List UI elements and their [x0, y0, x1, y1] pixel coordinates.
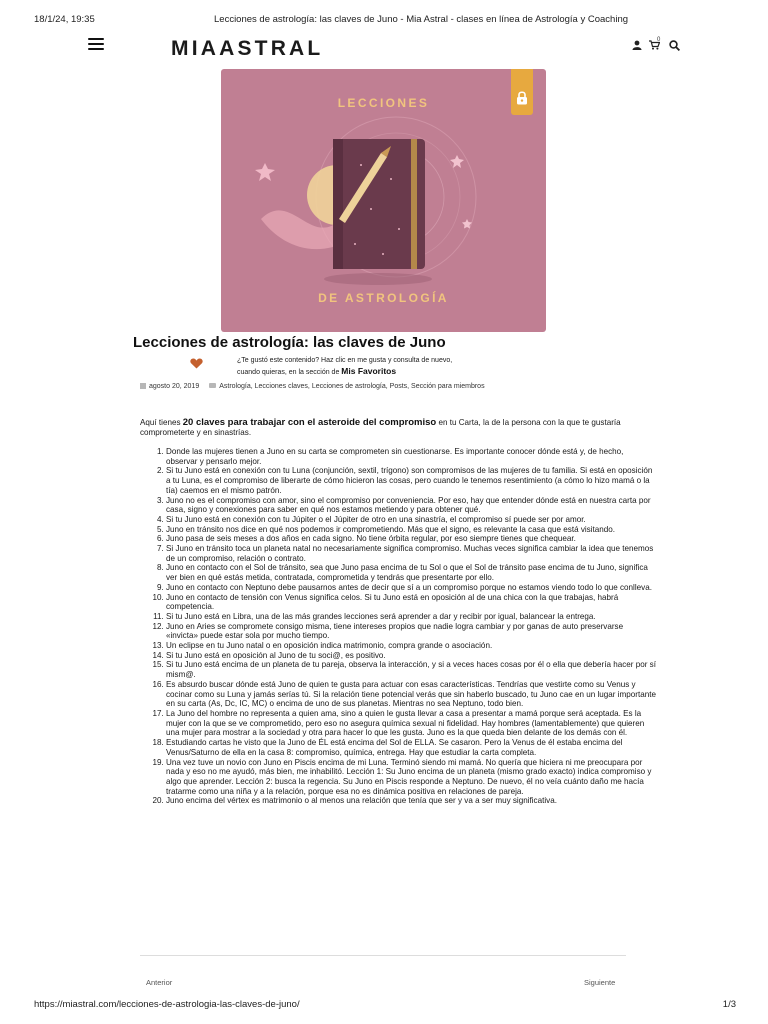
- site-logo[interactable]: MIAASTRAL: [171, 37, 324, 60]
- article-title: Lecciones de astrología: las claves de Juno: [133, 334, 446, 351]
- lock-icon: [516, 90, 528, 105]
- list-item: 8. Juno en contacto con el Sol de tránsito, sea que Juno pasa encima de tu Sol o que el Sol de tránsito pase encima de tu Juno, significa ver bien en qué estás metida, contratada, comprometida y tendrás que presentarte por ello.: [166, 563, 656, 582]
- list-item: 2. Si tu Juno está en conexión con tu Luna (conjunción, sextil, trígono) son compromisos de las mujeres de tu familia. Si está en oposición a tu Luna, es el compromiso de liberarte de cómo hicieron las cosas, pero cuando le tenemos resentimiento (a cómo lo hizo mamá o la tía) caemos en el mismo patrón.: [166, 466, 656, 495]
- post-date: agosto 20, 2019: [149, 383, 200, 390]
- print-header: [0, 14, 768, 28]
- calendar-icon: [140, 383, 146, 389]
- hero-bottom-text: DE ASTROLOGÍA: [318, 291, 449, 305]
- post-categories[interactable]: Astrología, Lecciones claves, Lecciones de astrología, Posts, Sección para miembros: [219, 383, 485, 390]
- post-meta: [140, 383, 485, 390]
- next-post-link[interactable]: Siguiente: [584, 978, 616, 987]
- list-item: 15. Si tu Juno está encima de un planeta de tu pareja, observa la interacción, y si a veces haces cosas por él o ella que debería hacer por sí mism@.: [166, 660, 656, 679]
- print-url: https://miastral.com/lecciones-de-astrologia-las-claves-de-juno/: [34, 999, 300, 1010]
- list-item: 13. Un eclipse en tu Juno natal o en oposición indica matrimonio, compra grande o asociación.: [166, 641, 656, 651]
- print-page-number: 1/3: [722, 999, 736, 1010]
- cart-count: 0: [657, 37, 661, 43]
- tag-icon: [209, 383, 216, 388]
- list-item: 7. Si Juno en tránsito toca un planeta natal no necesariamente significa compromiso. Muchas veces significa cambiar la idea que tenemos de un compromiso, relación o contrato.: [166, 544, 656, 563]
- list-item: 16. Es absurdo buscar dónde está Juno de quien te gusta para actuar con esas características. Tendrías que vestirte como su Venus y cocinar como su Luna y jamás serías tú. Si la relación tiene potencial verás que sin haberlo buscado, tu Juno cae en un lugar importante en su carta (As, Dc, IC, MC) o encima de uno de sus planetas. Mientras no sea Neptuno, todo bien.: [166, 680, 656, 709]
- hero-top-text: LECCIONES: [337, 96, 430, 110]
- list-item: 11. Si tu Juno está en Libra, una de las más grandes lecciones será aprender a dar y recibir por igual, balancear la entrega.: [166, 612, 656, 622]
- favorite-line-2: [237, 366, 452, 378]
- members-ribbon: [511, 69, 533, 115]
- article-intro: [140, 418, 630, 438]
- heart-icon[interactable]: [190, 358, 203, 369]
- print-timestamp: 18/1/24, 19:35: [34, 14, 95, 25]
- intro-bold: 20 claves para trabajar con el asteroide del compromiso: [182, 417, 437, 428]
- favorite-prompt: [237, 356, 452, 378]
- print-page-title: Lecciones de astrología: las claves de Juno - Mia Astral - clases en línea de Astrología y Coaching: [214, 14, 629, 25]
- favorite-line-2-text: cuando quieras, en la sección de: [237, 369, 342, 376]
- menu-icon[interactable]: [88, 38, 104, 50]
- intro-post: en tu Carta, la de la persona con la que te gustaría comprometerte y en sinastrías.: [140, 418, 621, 437]
- list-item: 20. Juno encima del vértex es matrimonio o al menos una relación que tenía que ser y va a ser muy significativa.: [166, 796, 656, 806]
- list-item: 18. Estudiando cartas he visto que la Juno de ÉL está encima del Sol de ELLA. Se casaron. Pero la Venus de él estaba encima del Venus/Saturno de ella en la casa 8: compromiso, química, entrega. Hay que estudiar la carta completa.: [166, 738, 656, 757]
- favorite-line-1: ¿Te gustó este contenido? Haz clic en me gusta y consulta de nuevo,: [237, 357, 453, 364]
- list-item: 12. Juno en Aries se compromete consigo misma, tiene intereses propios que nadie logra cambiar y por ganas de auto preservarse «invicta» puede estar sola por mucho tiempo.: [166, 622, 656, 641]
- prev-post-link[interactable]: Anterior: [146, 978, 173, 987]
- list-item: 6. Juno pasa de seis meses a dos años en cada signo. No tiene órbita regular, por eso siempre tienes que chequear.: [166, 534, 656, 544]
- list-item: 5. Juno en tránsito nos dice en qué nos podemos ir comprometiendo. Más que el signo, es relevante la casa que está visitando.: [166, 525, 656, 535]
- divider: [140, 955, 626, 956]
- list-item: 1. Donde las mujeres tienen a Juno en su carta se comprometen sin cuestionarse. Es importante conocer dónde está y, de hecho, observar y pensarlo mejor.: [166, 447, 656, 466]
- header-icons: [632, 37, 682, 54]
- list-item: 4. Si tu Juno está en conexión con tu Júpiter o el Júpiter de otro en una sinastría, el compromiso sí puede ser por amor.: [166, 515, 656, 525]
- hero-image: [221, 69, 546, 332]
- list-item: 9. Juno en contacto con Neptuno debe pausarnos antes de decir que sí a un compromiso porque no estamos viendo todo lo que conlleva.: [166, 583, 656, 593]
- search-icon[interactable]: [669, 40, 680, 51]
- list-item: 10. Juno en contacto de tensión con Venus significa celos. Si tu Juno está en oposición al de una chica con la que trabajas, habrá competencia.: [166, 593, 656, 612]
- favorites-link[interactable]: Mis Favoritos: [341, 366, 397, 376]
- claves-list: [140, 447, 656, 806]
- intro-pre: Aquí tienes: [140, 418, 183, 427]
- user-icon[interactable]: [632, 40, 642, 50]
- list-item: 14. Si tu Juno está en oposición al Juno de tu soci@, es positivo.: [166, 651, 656, 661]
- list-item: 3. Juno no es el compromiso con amor, sino el compromiso por conveniencia. Por eso, hay que entender dónde está en nuestra carta por casa, signo y conexiones para saber en qué nos estamos metiendo y para obtener qué.: [166, 496, 656, 515]
- list-item: 19. Una vez tuve un novio con Juno en Piscis encima de mi Luna. Terminó siendo mi mamá. No quería que hiciera ni me preocupara por nada y eso no me ayudó, más bien, me inhabilitó. Lección 1: Su Juno encima de un planeta (mismo grado exacto) indica compromiso y algo que aprender. Lección 2: busca la regencia. Su Juno en Piscis responde a Neptuno. De nuevo, él no veía cuánto daño me hacía tratarme como una niña y a la relación, porque esa no es dinámica positiva en relaciones de pareja.: [166, 758, 656, 797]
- list-item: 17. La Juno del hombre no representa a quien ama, sino a quien le gusta llevar a casa a presentar a mamá porque será aceptada. Es la mujer con la que se ve comprometido, pero eso no asegura química sexual ni fidelidad. Hay hombres (lamentablemente) que quieren una mujer para mostrar a la sociedad y otra para hacer lo que les gusta. Juno es la que queda bien delante de los demás con él.: [166, 709, 656, 738]
